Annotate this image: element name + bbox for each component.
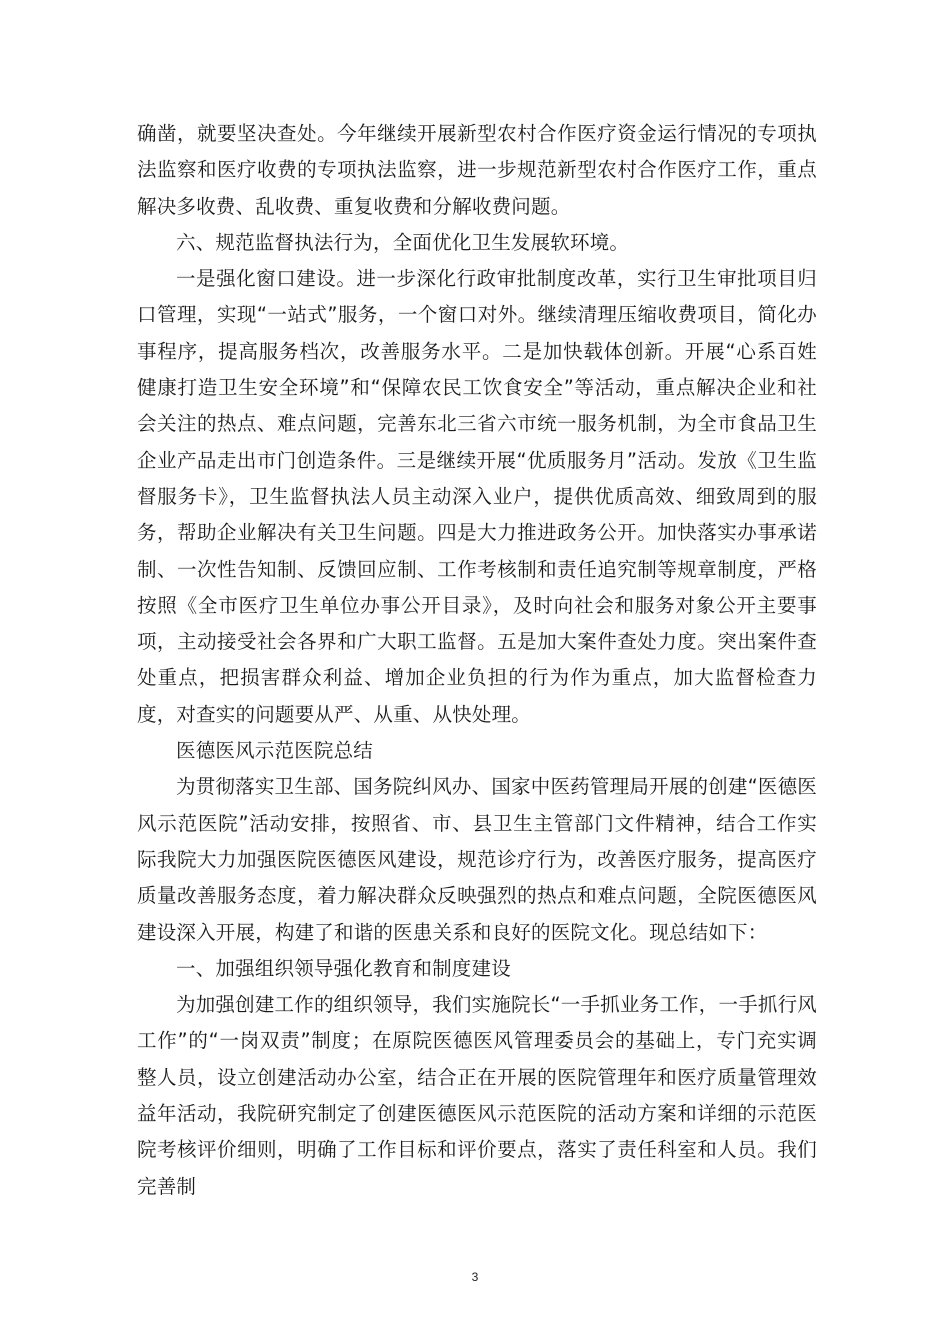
document-title: 医德医风示范医院总结 — [176, 739, 374, 763]
document-body — [137, 116, 817, 1205]
section-heading-one: 一、加强组织领导强化教育和制度建设 — [176, 956, 511, 980]
paragraph-7: 为加强创建工作的组织领导，我们实施院长“一手抓业务工作，一手抓行风工作”的“一岗双责”制度；在原院医德医风管理委员会的基础上，专门充实调整人员，设立创建活动办公室，结合正在开展的医院管理年和医疗质量管理效益年活动，我院研究制定了创建医德医风示范医院的活动方案和详细的示范医院考核评价细则，明确了工作目标和评价要点，落实了责任科室和人员。我们完善制 — [137, 993, 817, 1198]
page-number: 3 — [471, 1270, 479, 1284]
paragraph-3: 一是强化窗口建设。进一步深化行政审批制度改革，实行卫生审批项目归口管理，实现“一站式”服务，一个窗口对外。继续清理压缩收费项目，简化办事程序，提高服务档次，改善服务水平。二是加快载体创新。开展“心系百姓健康打造卫生安全环境”和“保障农民工饮食安全”等活动，重点解决企业和社会关注的热点、难点问题，完善东北三省六市统一服务机制，为全市食品卫生企业产品走出市门创造条件。三是继续开展“优质服务月”活动。发放《卫生监督服务卡》，卫生监督执法人员主动深入业户，提供优质高效、细致周到的服务，帮助企业解决有关卫生问题。四是大力推进政务公开。加快落实办事承诺制、一次性告知制、反馈回应制、工作考核制和责任追究制等规章制度，严格按照《全市医疗卫生单位办事公开目录》，及时向社会和服务对象公开主要事项，主动接受社会各界和广大职工监督。五是加大案件查处力度。突出案件查处重点，把损害群众利益、增加企业负担的行为作为重点，加大监督检查力度，对查实的问题要从严、从重、从快处理。 — [137, 267, 817, 726]
paragraph-5: 为贯彻落实卫生部、国务院纠风办、国家中医药管理局开展的创建“医德医风示范医院”活动安排，按照省、市、县卫生主管部门文件精神，结合工作实际我院大力加强医院医德医风建设，规范诊疗行为，改善医疗服务，提高医疗质量改善服务态度，着力解决群众反映强烈的热点和难点问题，全院医德医风建设深入开展，构建了和谐的医患关系和良好的医院文化。现总结如下： — [137, 775, 817, 944]
paragraph-1: 确凿，就要坚决查处。今年继续开展新型农村合作医疗资金运行情况的专项执法监察和医疗收费的专项执法监察，进一步规范新型农村合作医疗工作，重点解决多收费、乱收费、重复收费和分解收费问题。 — [137, 122, 817, 218]
section-heading-six: 六、规范监督执法行为，全面优化卫生发展软环境。 — [176, 230, 630, 254]
